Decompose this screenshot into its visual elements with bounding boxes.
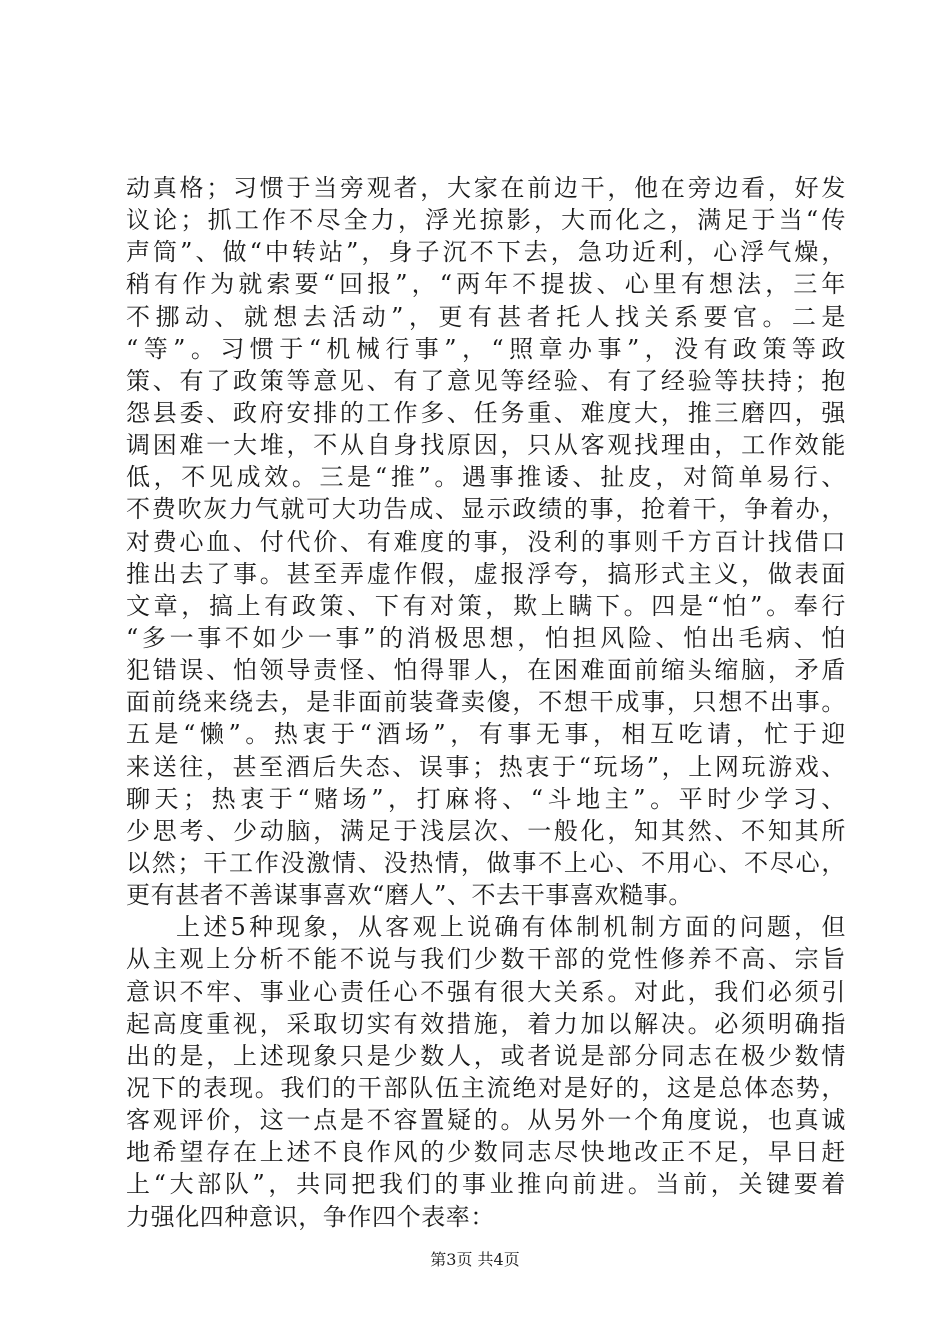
text-line: 少思考、少动脑，满足于浅层次、一般化，知其然、不知其所 (126, 816, 846, 845)
text-line: 稍有作为就索要“回报”，“两年不提拔、心里有想法，三年 (126, 270, 846, 299)
paragraph-1 (126, 172, 846, 911)
text-line: 以然；干工作没激情、没热情，做事不上心、不用心、不尽心， (126, 848, 846, 877)
text-line: 文章，搞上有政策、下有对策，欺上瞒下。四是“怕”。奉行 (126, 591, 846, 620)
text-line: 对费心血、付代价、有难度的事，没利的事则千方百计找借口 (126, 527, 846, 556)
text-line: 从主观上分析不能不说与我们少数干部的党性修养不高、宗旨 (126, 945, 846, 974)
text-line: 地希望存在上述不良作风的少数同志尽快地改正不足，早日赶 (126, 1138, 846, 1167)
text-line: 上述5种现象，从客观上说确有体制机制方面的问题，但 (176, 913, 846, 942)
text-line: 聊天；热衷于“赌场”，打麻将、“斗地主”。平时少学习、 (126, 784, 846, 813)
text-line: 推出去了事。甚至弄虚作假，虚报浮夸，搞形式主义，做表面 (126, 559, 846, 588)
text-line: 况下的表现。我们的干部队伍主流绝对是好的，这是总体态势， (126, 1073, 846, 1102)
text-line: 出的是，上述现象只是少数人，或者说是部分同志在极少数情 (126, 1041, 846, 1070)
text-line: 议论；抓工作不尽全力，浮光掠影，大而化之，满足于当“传 (126, 206, 846, 235)
text-line: 低，不见成效。三是“推”。遇事推诿、扯皮，对简单易行、 (126, 463, 846, 492)
paragraph-2 (126, 911, 846, 1232)
text-line: 不费吹灰力气就可大功告成、显示政绩的事，抢着干，争着办， (126, 495, 846, 524)
text-line: 犯错误、怕领导责怪、怕得罪人，在困难面前缩头缩脑，矛盾 (126, 656, 846, 685)
text-line: 更有甚者不善谋事喜欢“磨人”、不去干事喜欢糙事。 (126, 881, 693, 910)
text-line: 五是“懒”。热衷于“酒场”，有事无事，相互吃请，忙于迎 (126, 720, 846, 749)
text-line: 意识不牢、事业心责任心不强有很大关系。对此，我们必须引 (126, 977, 846, 1006)
text-line: 调困难一大堆，不从自身找原因，只从客观找理由，工作效能 (126, 431, 846, 460)
text-line: “等”。习惯于“机械行事”，“照章办事”，没有政策等政 (126, 334, 846, 363)
body-text (126, 172, 846, 1233)
page-number-label: 第3页 共4页 (430, 1250, 520, 1269)
text-line: 来送往，甚至酒后失态、误事；热衷于“玩场”，上网玩游戏、 (126, 752, 846, 781)
text-line: 起高度重视，采取切实有效措施，着力加以解决。必须明确指 (126, 1009, 846, 1038)
text-line: 怨县委、政府安排的工作多、任务重、难度大，推三磨四，强 (126, 398, 846, 427)
text-line: 力强化四种意识，争作四个表率： (126, 1202, 495, 1231)
text-line: “多一事不如少一事”的消极思想，怕担风险、怕出毛病、怕 (126, 623, 846, 652)
text-line: 声筒”、做“中转站”，身子沉不下去，急功近利，心浮气燥， (126, 238, 846, 267)
text-line: 策、有了政策等意见、有了意见等经验、有了经验等扶持；抱 (126, 366, 846, 395)
text-line: 上“大部队”，共同把我们的事业推向前进。当前，关键要着 (126, 1170, 846, 1199)
text-line: 面前绕来绕去，是非面前装聋卖傻，不想干成事，只想不出事。 (126, 688, 846, 717)
page-footer (0, 1250, 950, 1270)
text-line: 客观评价，这一点是不容置疑的。从另外一个角度说，也真诚 (126, 1106, 846, 1135)
text-line: 动真格；习惯于当旁观者，大家在前边干，他在旁边看，好发 (126, 174, 846, 202)
text-line: 不挪动、就想去活动”，更有甚者托人找关系要官。二是 (126, 302, 846, 331)
